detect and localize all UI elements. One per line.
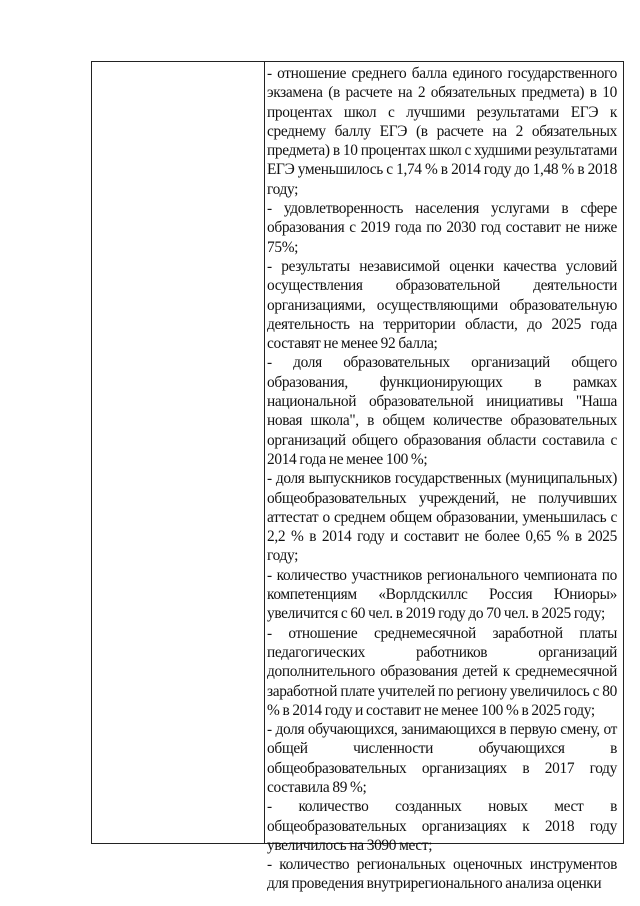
table-left-cell bbox=[92, 62, 264, 843]
indicator-paragraph: - количество региональных оценочных инструментов для проведения внутрирегионального анализа оценки bbox=[267, 856, 617, 893]
indicator-paragraph: - доля образовательных организаций общего образования, функционирующих в рамках национальной образовательной инициативы "Наша новая школа", в общем количестве образовательных организаций общего образования области составила с 2014 года не менее 100 %; bbox=[267, 354, 617, 468]
indicator-paragraph: - удовлетворенность населения услугами в сфере образования с 2019 года по 2030 год составит не ниже 75%; bbox=[267, 200, 617, 256]
indicator-paragraph: - количество созданных новых мест в общеобразовательных организациях к 2018 году увеличилось на 3090 мест; bbox=[267, 798, 617, 854]
indicator-paragraph: - доля обучающихся, занимающихся в первую смену, от общей численности обучающихся в общеобразовательных организациях в 2017 году составила 89 %; bbox=[267, 721, 617, 796]
table-right-cell bbox=[267, 64, 617, 894]
document-table bbox=[91, 61, 624, 893]
column-divider bbox=[264, 62, 265, 843]
indicator-paragraph: - доля выпускников государственных (муниципальных) общеобразовательных учреждений, не получивших аттестат о среднем общем образовании, уменьшилась с 2,2 % в 2014 году и составит не более 0,65 % в 2025 году; bbox=[267, 470, 617, 565]
indicator-paragraph: - отношение среднего балла единого государственного экзамена (в расчете на 2 обязательных предмета) в 10 процентах школ с лучшими результатами ЕГЭ к среднему баллу ЕГЭ (в расчете на 2 обязательных предмета) в 10 процентах школ с худшими результатами ЕГЭ уменьшилось с 1,74 % в 2014 году до 1,48 % в 2018 году; bbox=[267, 65, 617, 198]
indicator-paragraph: - отношение среднемесячной заработной платы педагогических работников организаций дополнительного образования детей к среднемесячной заработной плате учителей по региону увеличилось с 80 % в 2014 году и составит не менее 100 % в 2025 году; bbox=[267, 624, 617, 719]
indicator-paragraph: - количество участников регионального чемпионата по компетенциям «Ворлдскиллс Россия Юниоры» увеличится с 60 чел. в 2019 году до 70 чел. в 2025 году; bbox=[267, 566, 617, 623]
indicator-paragraph: - результаты независимой оценки качества условий осуществления образовательной деятельности организациями, осуществляющими образовательную деятельность на территории области, до 2025 года составят не менее 92 балла; bbox=[267, 257, 617, 353]
